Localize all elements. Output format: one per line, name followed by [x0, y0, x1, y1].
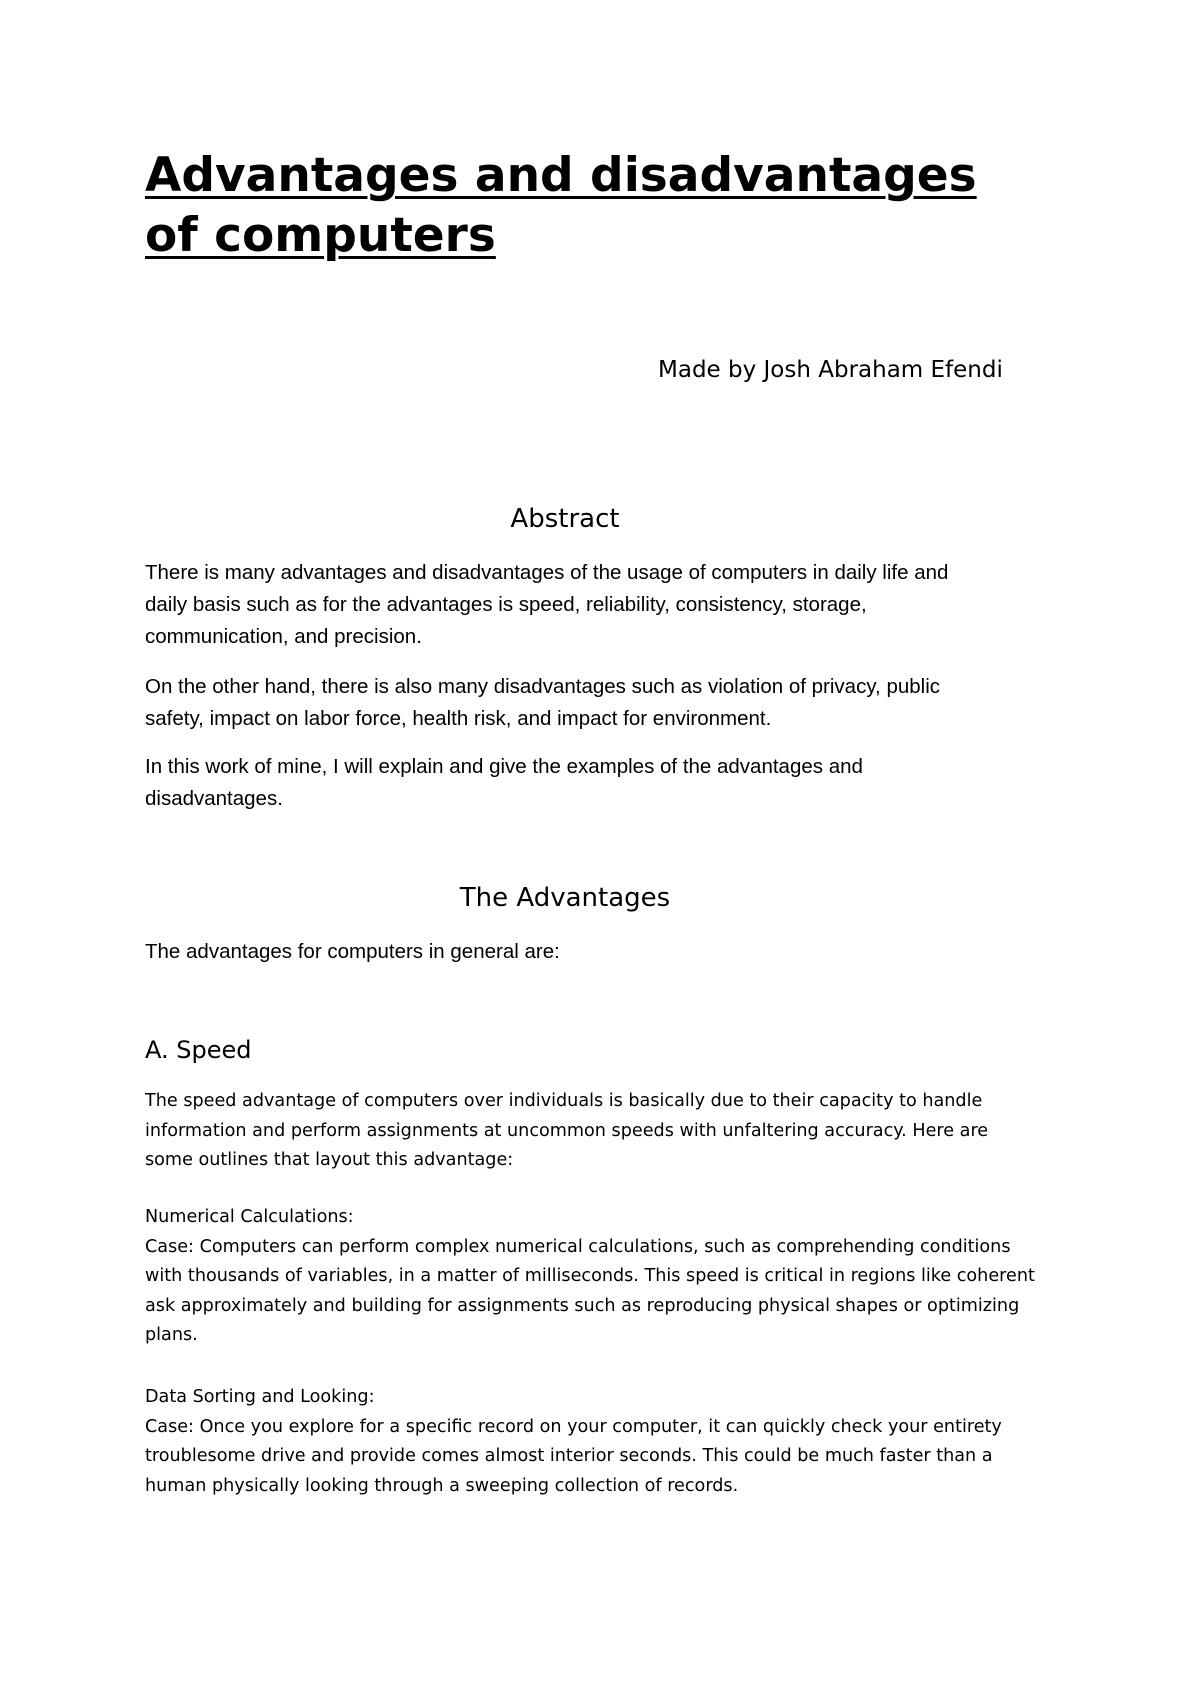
text-line: Case: Computers can perform complex numerical calculations, such as comprehending conditions	[145, 1236, 1011, 1257]
title-line: of computers	[145, 208, 496, 263]
text-line: disadvantages.	[145, 787, 283, 810]
text-line: human physically looking through a sweeping collection of records.	[145, 1475, 739, 1496]
abstract-heading: Abstract	[510, 504, 620, 534]
text-line: plans.	[145, 1325, 198, 1345]
text-line: There is many advantages and disadvantages of the usage of computers in daily life and	[145, 561, 949, 584]
speed-heading: A. Speed	[145, 1036, 252, 1064]
text-line: Case: Once you explore for a specific record on your computer, it can quickly check your entirety	[145, 1416, 1002, 1437]
text-line: ask approximately and building for assignments such as reproducing physical shapes or optimizing	[145, 1295, 1020, 1316]
text-line: daily basis such as for the advantages is speed, reliability, consistency, storage,	[145, 593, 867, 616]
text-line: The speed advantage of computers over individuals is basically due to their capacity to handle	[145, 1091, 983, 1111]
speed-intro-paragraph	[145, 1087, 1085, 1176]
document-title	[145, 146, 1085, 266]
numerical-calculations-section	[145, 1203, 1085, 1351]
advantages-heading: The Advantages	[459, 883, 671, 913]
text-line: On the other hand, there is also many disadvantages such as violation of privacy, public	[145, 675, 941, 698]
advantages-intro: The advantages for computers in general are:	[145, 940, 560, 963]
text-line: safety, impact on labor force, health risk, and impact for environment.	[145, 707, 772, 730]
abstract-paragraph	[145, 751, 1075, 815]
text-line: troublesome drive and provide comes almost interior seconds. This could be much faster than a	[145, 1446, 993, 1466]
text-line: with thousands of variables, in a matter of milliseconds. This speed is critical in regions like coherent	[145, 1266, 1035, 1286]
title-line: Advantages and disadvantages	[145, 148, 977, 203]
author-credit: Made by Josh Abraham Efendi	[658, 357, 1003, 383]
subsection-label: Numerical Calculations:	[145, 1207, 354, 1227]
subsection-label: Data Sorting and Looking:	[145, 1387, 375, 1407]
data-sorting-section	[145, 1383, 1085, 1501]
text-line: some outlines that layout this advantage:	[145, 1150, 514, 1170]
abstract-paragraph	[145, 557, 1075, 653]
text-line: In this work of mine, I will explain and give the examples of the advantages and	[145, 755, 863, 778]
text-line: communication, and precision.	[145, 625, 422, 648]
abstract-paragraph	[145, 671, 1075, 735]
text-line: information and perform assignments at uncommon speeds with unfaltering accuracy. Here are	[145, 1120, 989, 1141]
